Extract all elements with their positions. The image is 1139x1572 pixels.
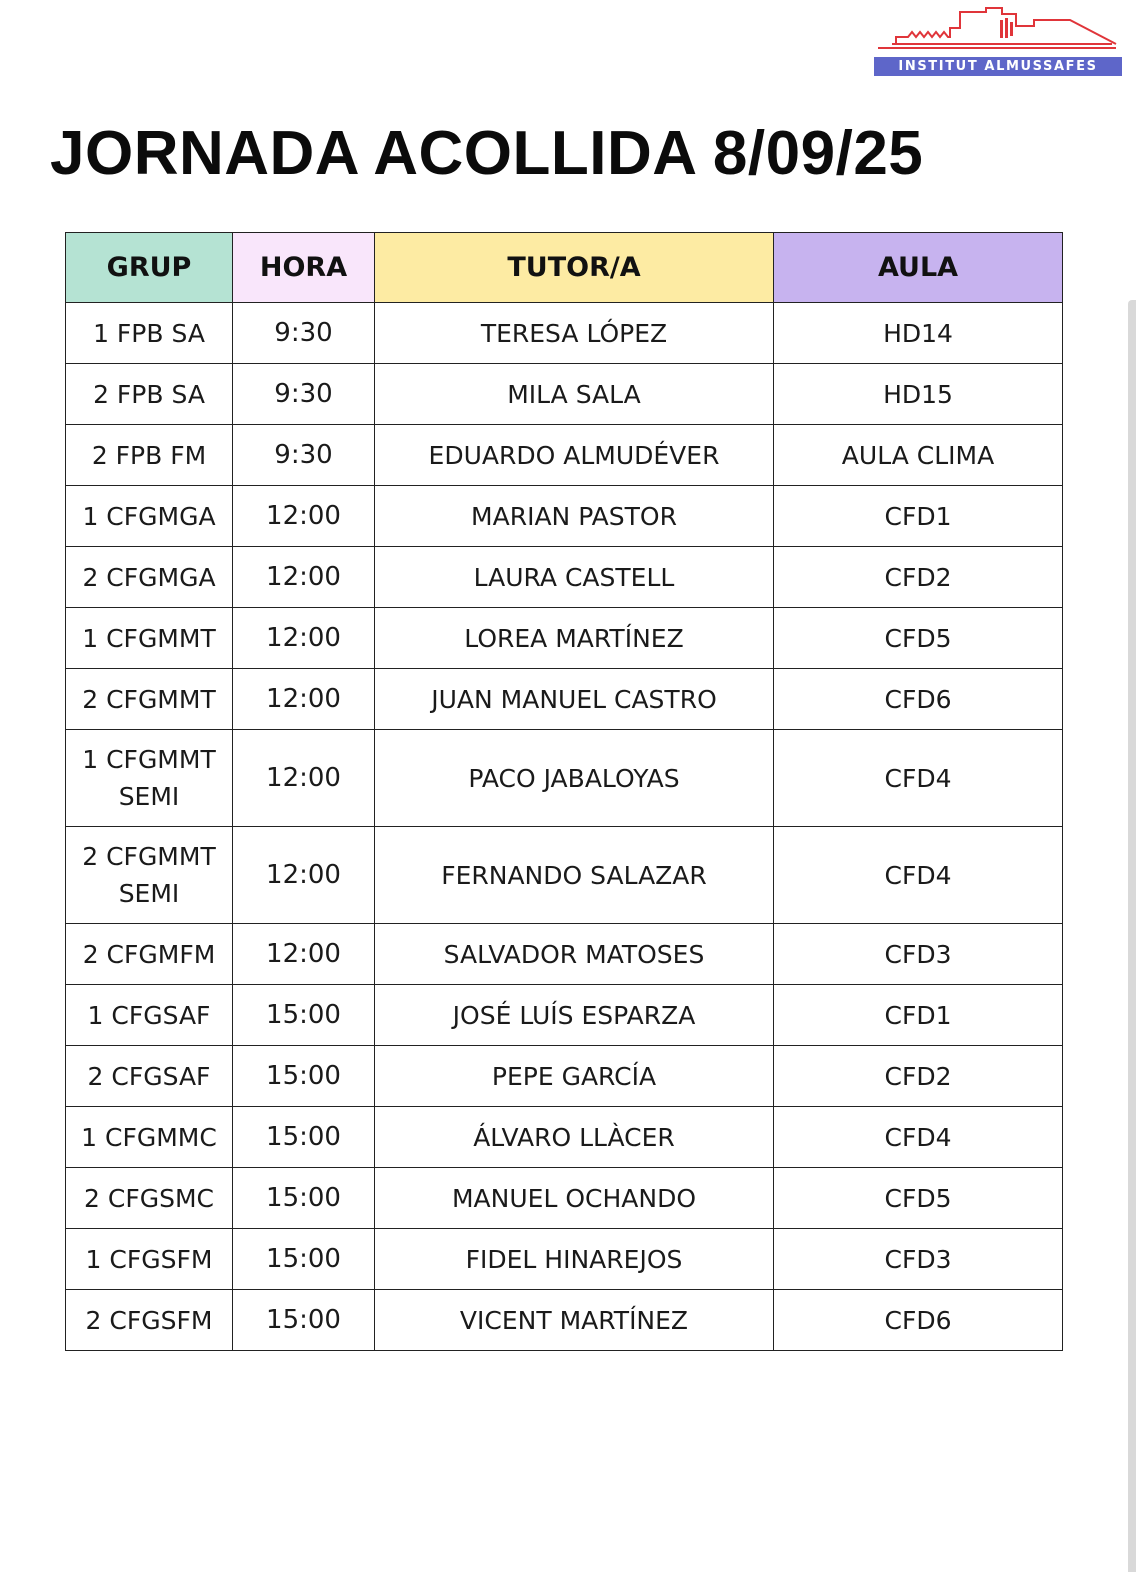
cell-tutor: MARIAN PASTOR xyxy=(375,486,774,547)
table-row xyxy=(66,924,1063,985)
cell-tutor: PACO JABALOYAS xyxy=(375,730,774,827)
cell-tutor: ÁLVARO LLÀCER xyxy=(375,1107,774,1168)
table-row xyxy=(66,1046,1063,1107)
schedule-rows xyxy=(66,303,1063,1351)
cell-aula: CFD3 xyxy=(774,1229,1063,1290)
cell-grup: 1 CFGMGA xyxy=(66,486,233,547)
table-row xyxy=(66,364,1063,425)
table-row xyxy=(66,985,1063,1046)
cell-hora: 15:00 xyxy=(233,985,375,1046)
cell-grup: 1 CFGMMT xyxy=(66,608,233,669)
cell-tutor: PEPE GARCÍA xyxy=(375,1046,774,1107)
cell-hora: 9:30 xyxy=(233,364,375,425)
cell-aula: CFD2 xyxy=(774,1046,1063,1107)
table-row xyxy=(66,425,1063,486)
table-row xyxy=(66,1107,1063,1168)
header-grup: GRUP xyxy=(66,233,233,303)
cell-hora: 12:00 xyxy=(233,486,375,547)
table-row xyxy=(66,486,1063,547)
cell-aula: CFD6 xyxy=(774,1290,1063,1351)
cell-aula: CFD4 xyxy=(774,1107,1063,1168)
cell-aula: CFD1 xyxy=(774,985,1063,1046)
cell-grup: 2 FPB SA xyxy=(66,364,233,425)
cell-hora: 9:30 xyxy=(233,425,375,486)
schedule-table xyxy=(65,232,1063,1351)
table-row xyxy=(66,547,1063,608)
cell-tutor: LAURA CASTELL xyxy=(375,547,774,608)
cell-hora: 12:00 xyxy=(233,669,375,730)
cell-aula: CFD5 xyxy=(774,608,1063,669)
table-row xyxy=(66,608,1063,669)
cell-tutor: JUAN MANUEL CASTRO xyxy=(375,669,774,730)
header-tutor: TUTOR/A xyxy=(375,233,774,303)
cell-tutor: MILA SALA xyxy=(375,364,774,425)
cell-tutor: JOSÉ LUÍS ESPARZA xyxy=(375,985,774,1046)
cell-hora: 15:00 xyxy=(233,1107,375,1168)
cell-tutor: LOREA MARTÍNEZ xyxy=(375,608,774,669)
cell-hora: 12:00 xyxy=(233,730,375,827)
cell-tutor: MANUEL OCHANDO xyxy=(375,1168,774,1229)
scrollbar[interactable] xyxy=(1128,300,1136,1572)
header-hora: HORA xyxy=(233,233,375,303)
header-aula: AULA xyxy=(774,233,1063,303)
cell-grup: 1 CFGMMC xyxy=(66,1107,233,1168)
table-row xyxy=(66,669,1063,730)
cell-hora: 12:00 xyxy=(233,547,375,608)
table-row xyxy=(66,730,1063,827)
cell-grup: 1 CFGMMT SEMI xyxy=(66,730,233,827)
school-building-icon xyxy=(874,4,1122,60)
cell-hora: 15:00 xyxy=(233,1229,375,1290)
cell-tutor: TERESA LÓPEZ xyxy=(375,303,774,364)
table-row xyxy=(66,1229,1063,1290)
cell-aula: CFD4 xyxy=(774,730,1063,827)
cell-hora: 15:00 xyxy=(233,1046,375,1107)
table-row xyxy=(66,303,1063,364)
cell-hora: 12:00 xyxy=(233,924,375,985)
cell-aula: CFD3 xyxy=(774,924,1063,985)
cell-grup: 2 CFGSMC xyxy=(66,1168,233,1229)
cell-grup: 2 FPB FM xyxy=(66,425,233,486)
cell-grup: 1 CFGSAF xyxy=(66,985,233,1046)
cell-hora: 12:00 xyxy=(233,827,375,924)
school-logo xyxy=(874,4,1122,74)
table-row xyxy=(66,1168,1063,1229)
page-title: JORNADA ACOLLIDA 8/09/25 xyxy=(50,119,924,188)
cell-grup: 2 CFGMGA xyxy=(66,547,233,608)
cell-hora: 15:00 xyxy=(233,1168,375,1229)
cell-aula: CFD5 xyxy=(774,1168,1063,1229)
cell-tutor: FERNANDO SALAZAR xyxy=(375,827,774,924)
cell-aula: CFD1 xyxy=(774,486,1063,547)
cell-tutor: VICENT MARTÍNEZ xyxy=(375,1290,774,1351)
cell-aula: CFD2 xyxy=(774,547,1063,608)
cell-tutor: SALVADOR MATOSES xyxy=(375,924,774,985)
cell-aula: HD14 xyxy=(774,303,1063,364)
cell-grup: 2 CFGMMT SEMI xyxy=(66,827,233,924)
cell-aula: CFD6 xyxy=(774,669,1063,730)
cell-grup: 2 CFGMFM xyxy=(66,924,233,985)
header-row xyxy=(66,233,1063,303)
cell-aula: CFD4 xyxy=(774,827,1063,924)
logo-text: INSTITUT ALMUSSAFES xyxy=(874,57,1122,76)
cell-aula: AULA CLIMA xyxy=(774,425,1063,486)
cell-tutor: EDUARDO ALMUDÉVER xyxy=(375,425,774,486)
table-row xyxy=(66,827,1063,924)
cell-tutor: FIDEL HINAREJOS xyxy=(375,1229,774,1290)
cell-grup: 2 CFGSFM xyxy=(66,1290,233,1351)
cell-grup: 2 CFGSAF xyxy=(66,1046,233,1107)
cell-grup: 2 CFGMMT xyxy=(66,669,233,730)
cell-aula: HD15 xyxy=(774,364,1063,425)
table-row xyxy=(66,1290,1063,1351)
cell-grup: 1 CFGSFM xyxy=(66,1229,233,1290)
cell-hora: 12:00 xyxy=(233,608,375,669)
cell-hora: 15:00 xyxy=(233,1290,375,1351)
cell-hora: 9:30 xyxy=(233,303,375,364)
cell-grup: 1 FPB SA xyxy=(66,303,233,364)
